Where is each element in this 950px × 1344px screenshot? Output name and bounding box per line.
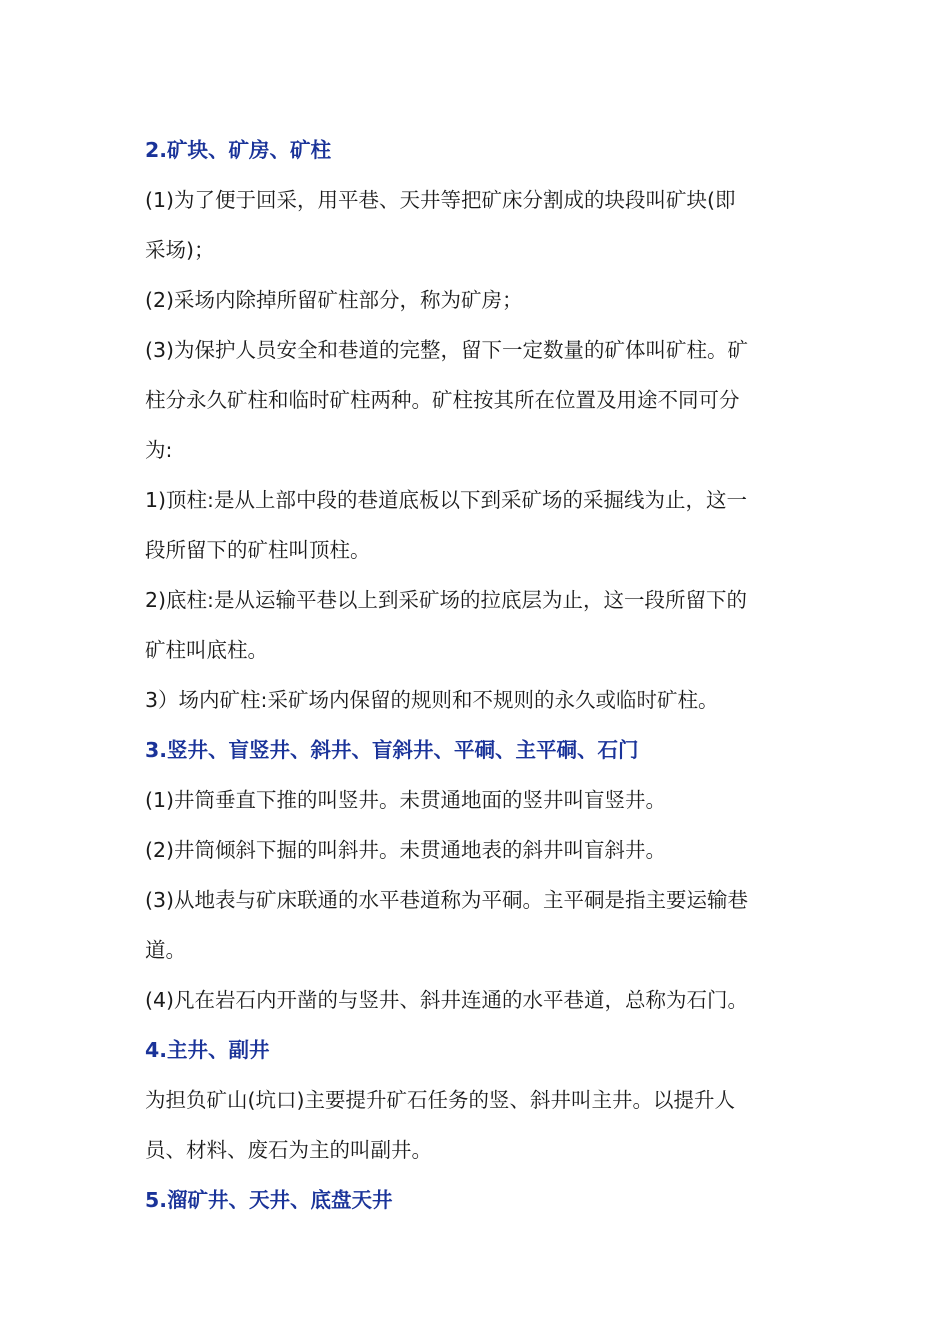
paragraph-line: (3)从地表与矿床联通的水平巷道称为平硐。主平硐是指主要运输巷 bbox=[145, 888, 749, 912]
section-heading: 3.竖井、盲竖井、斜井、盲斜井、平硐、主平硐、石门 bbox=[145, 738, 639, 762]
paragraph-line: 1)顶柱:是从上部中段的巷道底板以下到采矿场的采掘线为止，这一 bbox=[145, 488, 747, 512]
paragraph-line: 为: bbox=[145, 438, 173, 462]
paragraph-line: (2)采场内除掉所留矿柱部分，称为矿房； bbox=[145, 288, 523, 312]
paragraph-line: 采场)； bbox=[145, 238, 215, 262]
section-heading: 2.矿块、矿房、矿柱 bbox=[145, 138, 332, 162]
paragraph-line: (1)井筒垂直下推的叫竖井。未贯通地面的竖井叫盲竖井。 bbox=[145, 788, 667, 812]
paragraph-line: (3)为保护人员安全和巷道的完整，留下一定数量的矿体叫矿柱。矿 bbox=[145, 338, 749, 362]
paragraph-line: 段所留下的矿柱叫顶柱。 bbox=[145, 538, 371, 562]
document-page bbox=[145, 125, 810, 1225]
paragraph-line: 为担负矿山(坑口)主要提升矿石任务的竖、斜井叫主井。以提升人 bbox=[145, 1088, 735, 1112]
paragraph-line: 员、材料、废石为主的叫副井。 bbox=[145, 1138, 432, 1162]
paragraph-line: (4)凡在岩石内开凿的与竖井、斜井连通的水平巷道，总称为石门。 bbox=[145, 988, 749, 1012]
paragraph-line: 矿柱叫底柱。 bbox=[145, 638, 268, 662]
paragraph-line: 2)底柱:是从运输平巷以上到采矿场的拉底层为止，这一段所留下的 bbox=[145, 588, 747, 612]
paragraph-line: 柱分永久矿柱和临时矿柱两种。矿柱按其所在位置及用途不同可分 bbox=[145, 388, 740, 412]
paragraph-line: 道。 bbox=[145, 938, 186, 962]
paragraph-line: (2)井筒倾斜下掘的叫斜井。未贯通地表的斜井叫盲斜井。 bbox=[145, 838, 667, 862]
paragraph-line: (1)为了便于回采，用平巷、天井等把矿床分割成的块段叫矿块(即 bbox=[145, 188, 736, 212]
section-heading: 5.溜矿井、天井、底盘天井 bbox=[145, 1188, 393, 1212]
paragraph-line: 3）场内矿柱:采矿场内保留的规则和不规则的永久或临时矿柱。 bbox=[145, 688, 719, 712]
section-heading: 4.主井、副井 bbox=[145, 1038, 270, 1062]
